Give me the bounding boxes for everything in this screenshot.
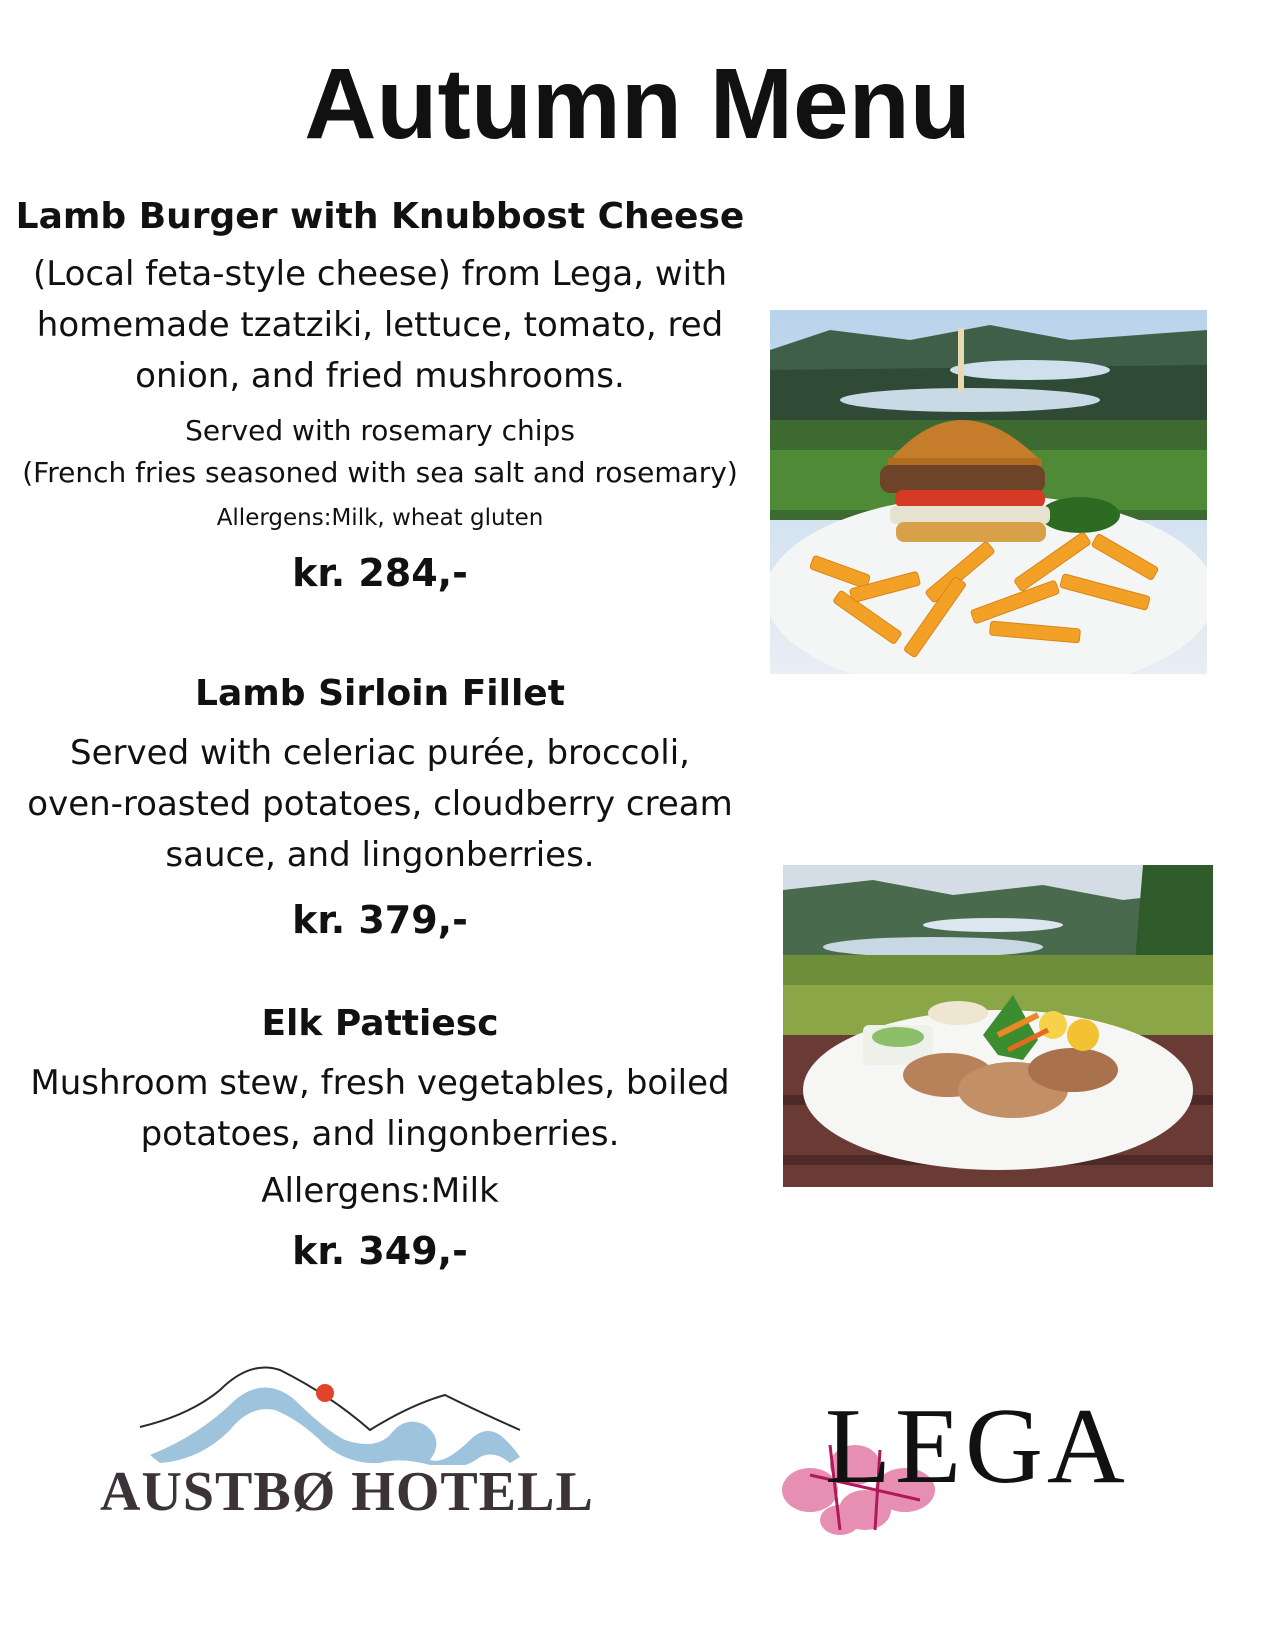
dish-elk-patties: [0, 1002, 760, 1276]
dish-name: Lamb Burger with Knubbost Cheese: [15, 196, 745, 237]
dish-description-line: Mushroom stew, fresh vegetables, boiled: [30, 1063, 730, 1103]
burger-photo: [770, 310, 1207, 674]
elk-plate-photo: [783, 865, 1213, 1187]
dish-name: Lamb Sirloin Fillet: [195, 673, 565, 714]
dish-allergens: Allergens:Milk: [261, 1171, 499, 1211]
page-title: Autumn Menu: [304, 48, 971, 160]
dish-description-line: oven-roasted potatoes, cloudberry cream: [27, 784, 733, 824]
dish-description-line: Served with celeriac purée, broccoli,: [70, 733, 690, 773]
dish-price: kr. 379,-: [292, 898, 468, 942]
dish-name: Elk Pattiesc: [261, 1003, 499, 1044]
dish-side-line: (French fries seasoned with sea salt and rosemary): [22, 456, 738, 489]
dish-lamb-sirloin: [0, 672, 760, 945]
mountain-logo-icon: [100, 1345, 580, 1465]
dish-lamb-burger: [0, 195, 760, 598]
austbo-hotell-logo: [100, 1345, 594, 1545]
dish-description-line: homemade tzatziki, lettuce, tomato, red: [36, 305, 724, 345]
dish-description-line: (Local feta-style cheese) from Lega, with: [33, 254, 727, 294]
dish-price: kr. 349,-: [292, 1229, 468, 1273]
dish-price: kr. 284,-: [292, 551, 468, 595]
dish-side-line: Served with rosemary chips: [185, 414, 575, 447]
dish-description-line: onion, and fried mushrooms.: [135, 356, 625, 396]
lega-name: LEGA: [825, 1387, 1129, 1506]
hotel-name: AUSTBØ HOTELL: [100, 1461, 594, 1523]
dish-description-line: sauce, and lingonberries.: [165, 835, 595, 875]
lega-logo: [770, 1385, 1170, 1535]
dish-allergens: Allergens:Milk, wheat gluten: [216, 505, 544, 531]
dish-description-line: potatoes, and lingonberries.: [140, 1114, 620, 1154]
